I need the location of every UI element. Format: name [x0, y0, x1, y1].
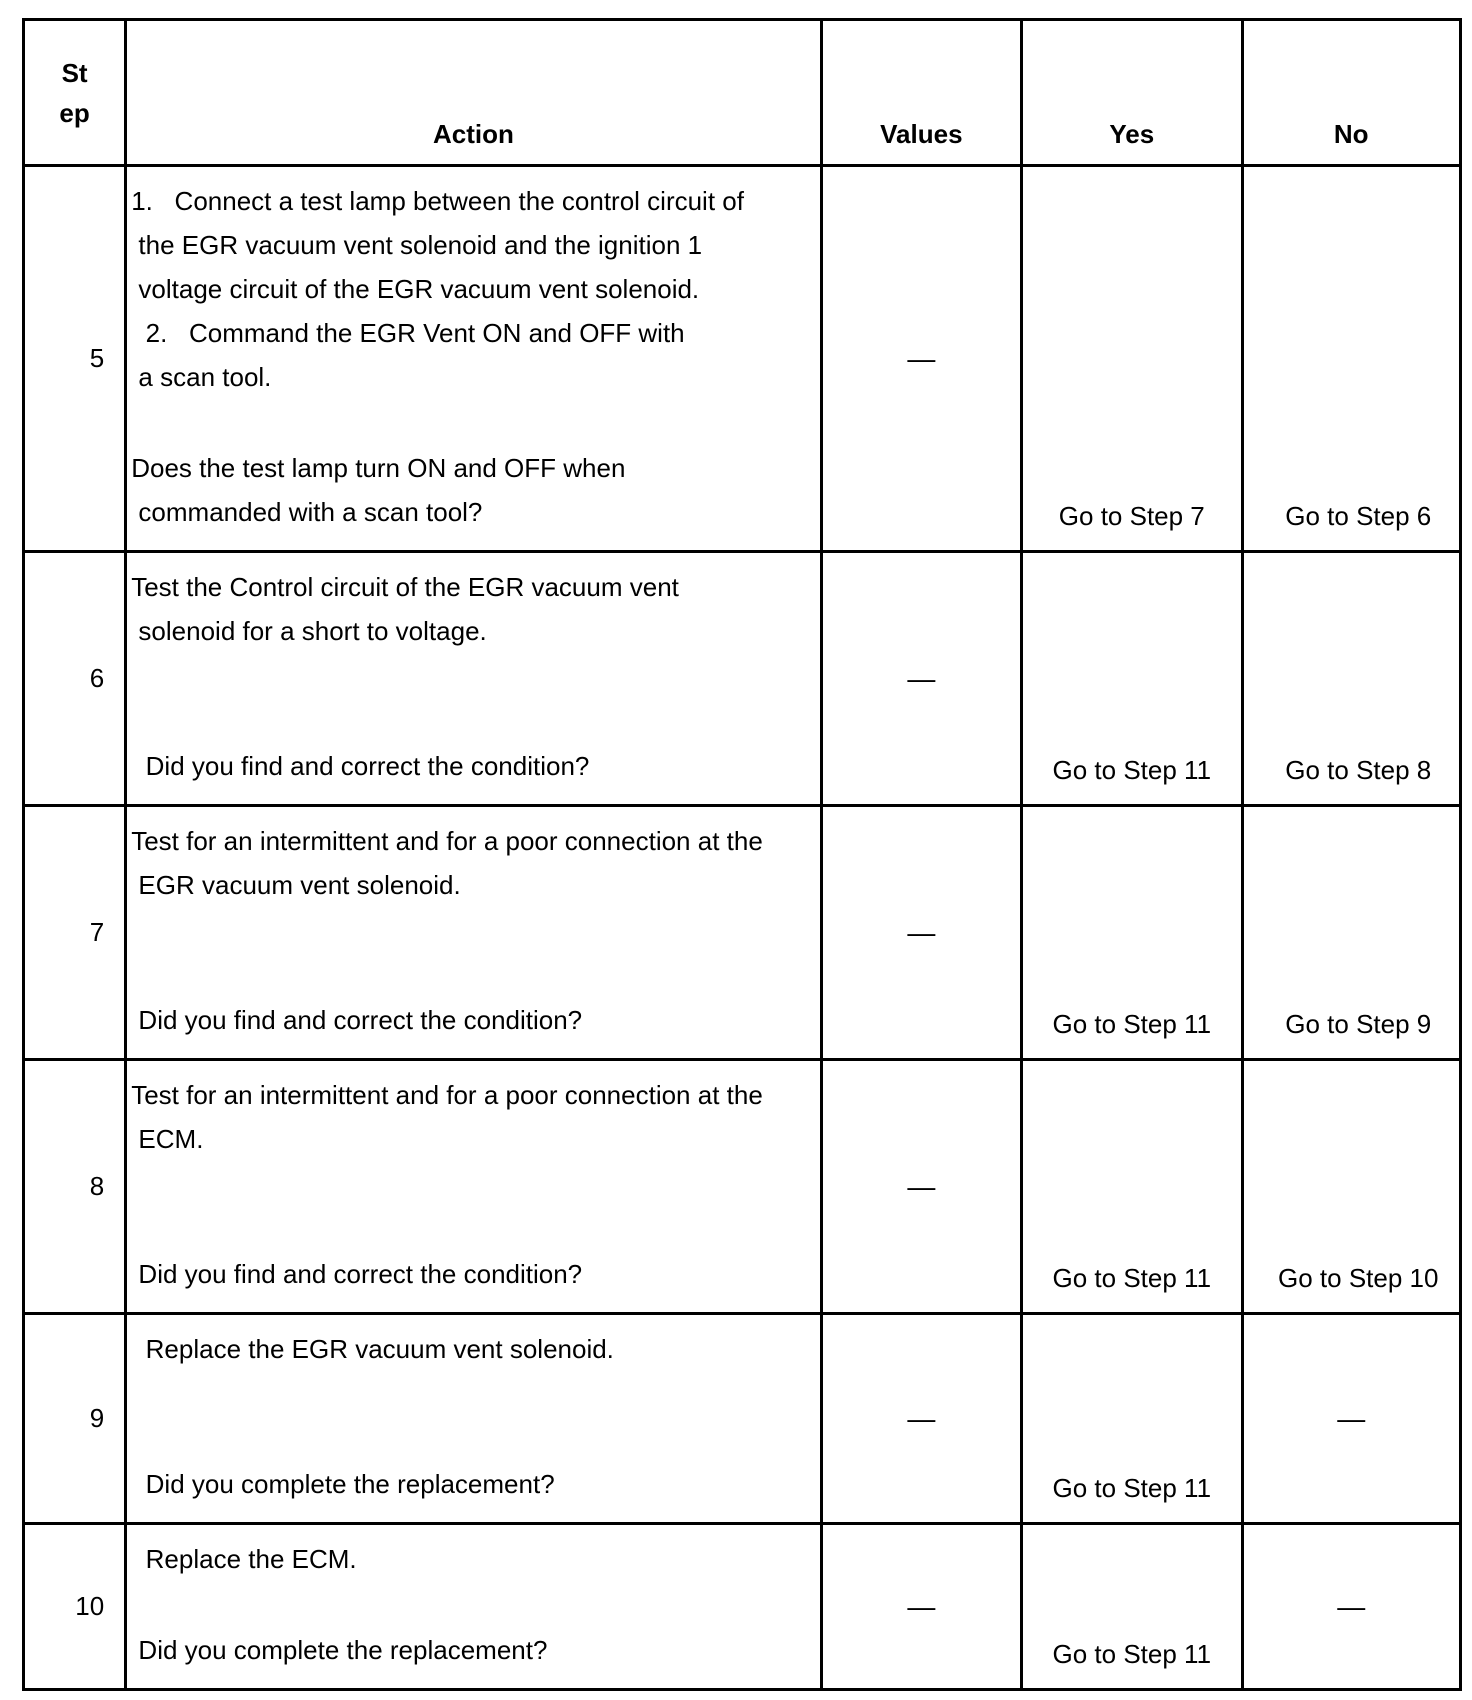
action-instructions [131, 179, 811, 399]
action-question [131, 1628, 811, 1672]
action-line: Test the Control circuit of the EGR vacuum vent [131, 572, 679, 602]
action-question [131, 1462, 811, 1506]
step-number: 8 [24, 1060, 126, 1314]
header-step-line1: St [61, 57, 88, 88]
question-line: commanded with a scan tool? [131, 497, 483, 527]
no-cell [1242, 166, 1461, 552]
action-cell [126, 166, 821, 552]
action-question [131, 744, 811, 788]
step-number: 7 [24, 806, 126, 1060]
action-line: Replace the ECM. [131, 1544, 357, 1574]
action-line: Replace the EGR vacuum vent solenoid. [131, 1334, 614, 1364]
no-dash: — [1337, 1590, 1366, 1622]
question-line: Did you find and correct the condition? [131, 751, 590, 781]
header-action: Action [126, 20, 821, 166]
action-line: 2. Command the EGR Vent ON and OFF with [131, 318, 685, 348]
question-line: Did you find and correct the condition? [131, 1259, 583, 1289]
table-row [24, 552, 1461, 806]
yes-cell [1022, 806, 1242, 1060]
values-dash: — [907, 1402, 936, 1434]
values-cell [821, 1524, 1021, 1690]
action-instructions [131, 819, 811, 907]
action-line: Test for an intermittent and for a poor connection at the [131, 826, 763, 856]
question-line: Did you find and correct the condition? [131, 1005, 583, 1035]
action-cell [126, 1524, 821, 1690]
values-cell [821, 1060, 1021, 1314]
yes-link[interactable]: Go to Step 11 [1052, 1009, 1212, 1039]
question-line: Does the test lamp turn ON and OFF when [131, 453, 626, 483]
values-cell [821, 166, 1021, 552]
no-cell [1242, 552, 1461, 806]
values-dash: — [907, 916, 936, 948]
header-step-line2: ep [59, 97, 90, 128]
yes-link[interactable]: Go to Step 11 [1052, 755, 1212, 785]
no-dash: — [1337, 1402, 1366, 1434]
yes-cell [1022, 552, 1242, 806]
values-cell [821, 552, 1021, 806]
action-question [131, 446, 811, 534]
header-no: No [1242, 20, 1461, 166]
yes-link[interactable]: Go to Step 11 [1052, 1639, 1212, 1669]
yes-link[interactable]: Go to Step 11 [1052, 1263, 1212, 1293]
no-link[interactable]: Go to Step 8 [1285, 755, 1432, 785]
action-line: the EGR vacuum vent solenoid and the ignition 1 [131, 230, 703, 260]
values-dash: — [907, 1170, 936, 1202]
action-line: EGR vacuum vent solenoid. [131, 870, 461, 900]
values-cell [821, 806, 1021, 1060]
no-cell [1242, 806, 1461, 1060]
no-cell [1242, 1060, 1461, 1314]
action-question [131, 998, 811, 1042]
yes-link[interactable]: Go to Step 7 [1058, 501, 1205, 531]
values-cell [821, 1314, 1021, 1524]
values-dash: — [907, 1590, 936, 1622]
action-instructions [131, 1327, 811, 1371]
step-number: 10 [24, 1524, 126, 1690]
table-row [24, 166, 1461, 552]
table-row [24, 806, 1461, 1060]
header-values: Values [821, 20, 1021, 166]
step-number: 5 [24, 166, 126, 552]
action-cell [126, 552, 821, 806]
yes-cell [1022, 1524, 1242, 1690]
header-step [24, 20, 126, 166]
header-yes: Yes [1022, 20, 1242, 166]
step-number: 6 [24, 552, 126, 806]
yes-cell [1022, 166, 1242, 552]
action-instructions [131, 1537, 811, 1581]
action-cell [126, 806, 821, 1060]
no-cell [1242, 1524, 1461, 1690]
action-instructions [131, 565, 811, 653]
action-line: 1. Connect a test lamp between the control circuit of [131, 186, 744, 216]
action-line: a scan tool. [131, 362, 272, 392]
action-question [131, 1252, 811, 1296]
action-line: Test for an intermittent and for a poor connection at the [131, 1080, 763, 1110]
no-link[interactable]: Go to Step 6 [1285, 501, 1432, 531]
yes-cell [1022, 1314, 1242, 1524]
action-line: solenoid for a short to voltage. [131, 616, 487, 646]
no-cell [1242, 1314, 1461, 1524]
diagnostic-table [22, 18, 1462, 1691]
table-row [24, 1314, 1461, 1524]
action-cell [126, 1314, 821, 1524]
yes-link[interactable]: Go to Step 11 [1052, 1473, 1212, 1503]
question-line: Did you complete the replacement? [131, 1469, 555, 1499]
header-row [24, 20, 1461, 166]
table-row [24, 1060, 1461, 1314]
action-instructions [131, 1073, 811, 1161]
step-number: 9 [24, 1314, 126, 1524]
values-dash: — [907, 662, 936, 694]
question-line: Did you complete the replacement? [131, 1635, 548, 1665]
no-link[interactable]: Go to Step 9 [1285, 1009, 1432, 1039]
no-link[interactable]: Go to Step 10 [1278, 1263, 1439, 1293]
action-line: voltage circuit of the EGR vacuum vent solenoid. [131, 274, 700, 304]
action-cell [126, 1060, 821, 1314]
values-dash: — [907, 342, 936, 374]
table-row [24, 1524, 1461, 1690]
yes-cell [1022, 1060, 1242, 1314]
action-line: ECM. [131, 1124, 204, 1154]
